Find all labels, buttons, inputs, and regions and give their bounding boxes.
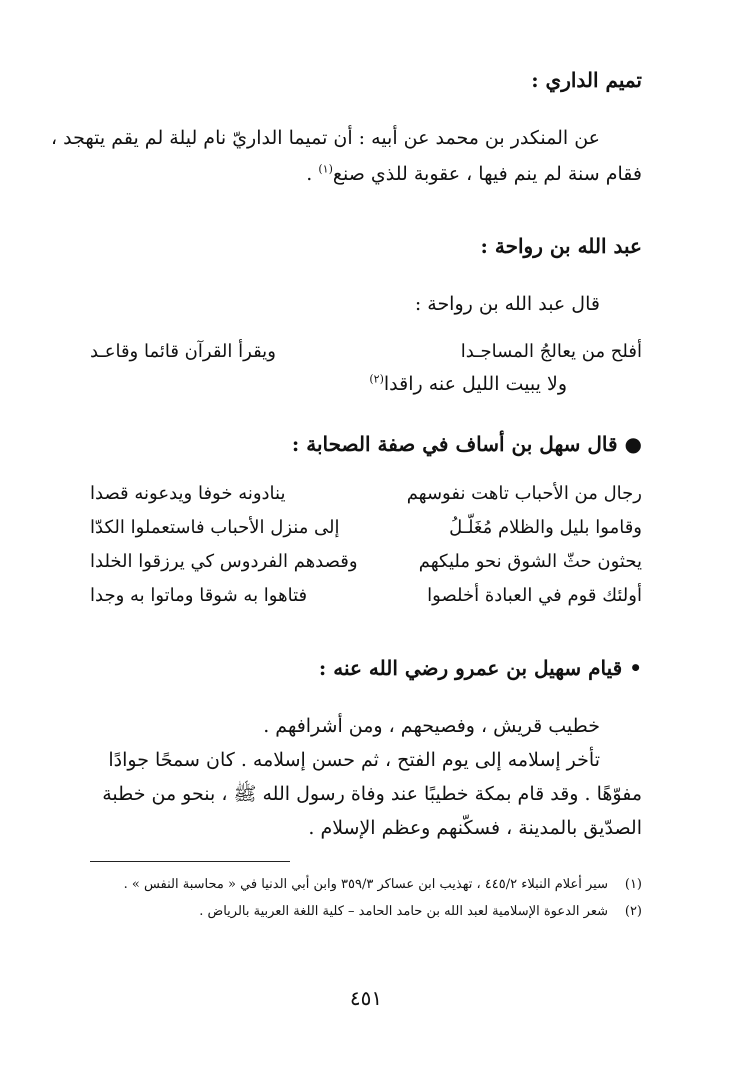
verse-hemistich: ويقرأ القرآن قائما وقاعـد	[90, 341, 276, 362]
rawaha-verse-1	[90, 338, 642, 366]
section-heading-tamim: تميم الداري :	[531, 68, 642, 92]
verse-hemistich: إلى منزل الأحباب فاستعملوا الكدّا	[90, 517, 340, 538]
tamim-text-line-2	[90, 160, 642, 188]
bullet-icon: •	[629, 656, 642, 680]
tamim-text-line-2-body: فقام سنة لم ينم فيها ، عقوبة للذي صنع	[332, 163, 642, 185]
tamim-text-line-1: عن المنكدر بن محمد عن أبيه : أن تميما الداريّ نام ليلة لم يقم يتهجد ،	[50, 127, 600, 149]
footnote-number: (٢)	[624, 904, 642, 919]
verse-hemistich: رجال من الأحباب تاهت نفوسهم	[406, 483, 642, 504]
section-heading-rawaha: عبد الله بن رواحة :	[480, 234, 642, 258]
page-number: ٤٥١	[349, 986, 383, 1010]
verse-hemistich: يحثون حثّ الشوق نحو مليكهم	[418, 551, 642, 572]
bullet-icon: ●	[624, 432, 642, 456]
sahl-verse-4	[90, 582, 642, 610]
sahl-verse-2	[90, 514, 642, 542]
section-heading-text: قيام سهيل بن عمرو رضي الله عنه :	[318, 656, 623, 680]
footnote-text: شعر الدعوة الإسلامية لعبد الله بن حامد الحامد – كلية اللغة العربية بالرياض .	[199, 904, 608, 919]
suhail-text-line-2: تأخر إسلامه إلى يوم الفتح ، ثم حسن إسلامه . كان سمحًا جوادًا	[108, 749, 600, 771]
rawaha-verse-2	[369, 370, 567, 398]
verse-hemistich: ينادونه خوفا ويدعونه قصدا	[90, 483, 286, 504]
section-heading-text: قال سهل بن أساف في صفة الصحابة :	[291, 432, 618, 456]
suhail-text-line-3: مفوّهًا . وقد قام بمكة خطيبًا عند وفاة رسول الله ﷺ ، بنحو من خطبة	[102, 783, 642, 805]
footnote-ref-2: (٢)	[369, 372, 384, 386]
rawaha-intro: قال عبد الله بن رواحة :	[414, 293, 600, 315]
suhail-text-line-4: الصدّيق بالمدينة ، فسكّنهم وعظم الإسلام .	[308, 817, 642, 839]
sahl-verse-1	[90, 480, 642, 508]
footnote-2	[90, 902, 642, 922]
verse-hemistich: فتاهوا به شوقا وماتوا به وجدا	[90, 585, 308, 606]
section-heading-suhail	[90, 654, 642, 682]
footnote-1	[90, 875, 642, 895]
verse-hemistich: وقاموا بليل والظلام مُغَلّـلُ	[449, 517, 642, 538]
section-heading-sahl	[90, 430, 642, 458]
verse-hemistich: وقصدهم الفردوس كي يرزقوا الخلدا	[90, 551, 358, 572]
footnote-text: سير أعلام النبلاء ٤٤٥/٢ ، تهذيب ابن عساكر ٣٥٩/٣ وابن أبي الدنيا في « محاسبة النفس » .	[123, 877, 608, 892]
verse-text: ولا يبيت الليل عنه راقدا	[383, 373, 567, 395]
verse-hemistich: أفلح من يعالجُ المساجـدا	[460, 341, 642, 362]
footnote-number: (١)	[624, 877, 642, 892]
tamim-text-line-2-end: .	[306, 163, 319, 185]
suhail-text-line-1: خطيب قريش ، وفصيحهم ، ومن أشرافهم .	[263, 715, 600, 737]
footnote-divider	[90, 861, 290, 862]
verse-hemistich: أولئك قوم في العبادة أخلصوا	[427, 585, 642, 606]
footnote-ref-1: (١)	[318, 162, 333, 176]
sahl-verse-3	[90, 548, 642, 576]
